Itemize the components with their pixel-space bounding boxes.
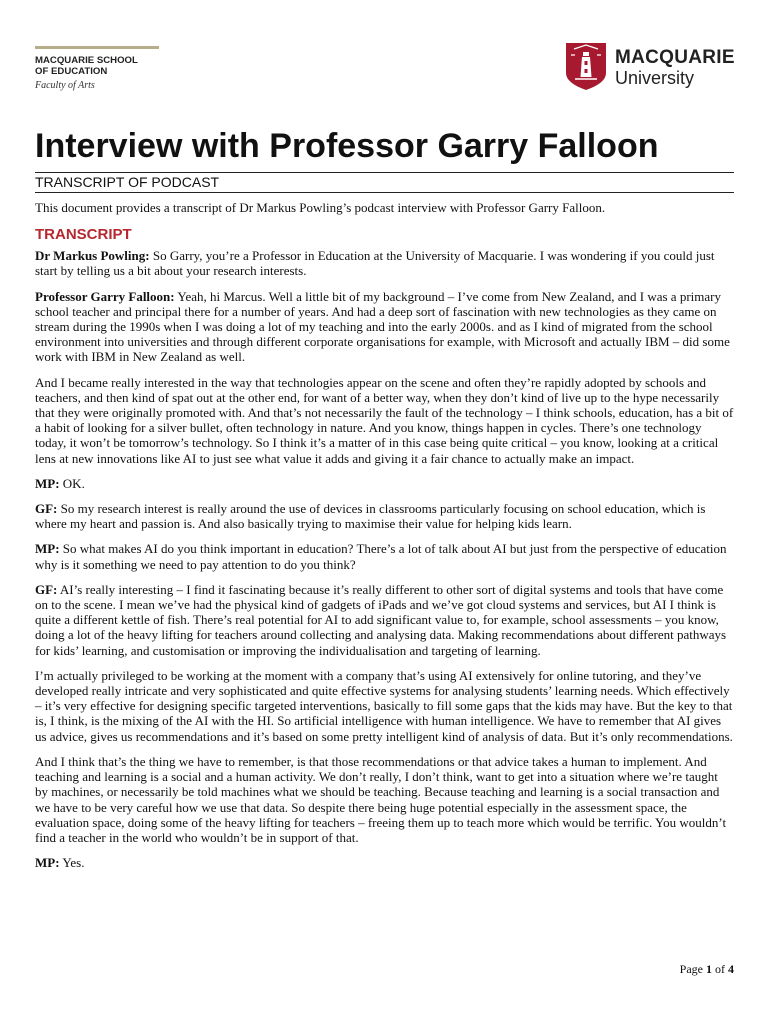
- university-logo: [566, 43, 736, 91]
- paragraph-text: AI’s really interesting – I find it fascinating because it’s really different to other sort of digital systems and tools that have come on to the scene. I mean we’ve had the physical kind of gadgets of iPads and we’ve got cloud systems and services, but AI I think is quite a different kettle of fish. There’s real potential for AI to add significant value to, for example, school assessments – you know, doing a lot of the heavy lifting for teachers around collecting and analysing data. Making recommendations about different pathways for kids’ learning, and customisation or improving the individualisation and targeting of learning.: [35, 581, 727, 658]
- logo-wordmark-line2: University: [615, 68, 695, 88]
- speaker-label: GF:: [35, 501, 58, 517]
- page-number-total: 4: [728, 962, 734, 976]
- lighthouse-shield-icon: [566, 43, 606, 90]
- document-body: [35, 200, 734, 880]
- logo-wordmark-line1: MACQUARIE: [615, 47, 735, 68]
- transcript-paragraph: [35, 248, 734, 278]
- transcript-paragraph: [35, 855, 734, 870]
- speaker-label: GF:: [35, 581, 58, 597]
- school-name: MACQUARIE SCHOOL OF EDUCATION: [35, 55, 138, 77]
- speaker-label: MP:: [35, 541, 60, 557]
- paragraph-text: I’m actually privileged to be working at the moment with a company that’s using AI extensively for online tutoring, and they’ve developed really intricate and very sophisticated and quite effective systems for analysing students’ learning needs. Which effectively – it’s very effective for designing specific targeted interventions, basically to fill some gaps that the kids may have. But the key to that is, I think, is the mixing of the AI with the HI. So artificial intelligence with human intelligence. We have to remember that AI gives us advice, gives us recommendations and it’s based on some pretty intelligent kind of analysis of data. But it’s only recommendations.: [35, 667, 733, 744]
- transcript-paragraph: [35, 582, 734, 658]
- page-number: [680, 962, 734, 977]
- document-title: Interview with Professor Garry Falloon: [35, 127, 659, 165]
- transcript-body: [35, 248, 734, 870]
- transcript-paragraph: [35, 476, 734, 491]
- paragraph-text: Yes.: [59, 855, 85, 871]
- page-number-prefix: Page: [679, 962, 706, 976]
- document-subtitle: TRANSCRIPT OF PODCAST: [35, 172, 734, 193]
- paragraph-text: OK.: [59, 475, 85, 491]
- paragraph-text: So my research interest is really around the use of devices in classrooms particularly focusing on school education, which is where my heart and passion is. And also basically trying to maximise their value for helping kids learn.: [35, 501, 706, 532]
- paragraph-text: And I think that’s the thing we have to remember, is that those recommendations or that advice takes a human to implement. And teaching and learning is a social and a human activity. We don’t really, I don’t think, want to get into a situation where we’re taught by machines, or necessarily be told machines what we should be teaching. Because teaching and learning is a social transaction and we have to be very careful how we use that data. So despite there being huge potential especially in the assessment space, the evaluation space, doing some of the heavy lifting for teachers – freeing them up to teach more which would be terrific. You wouldn’t find a teacher in the world who wouldn’t be in support of that.: [35, 753, 727, 845]
- speaker-label: MP:: [35, 855, 60, 871]
- transcript-paragraph: [35, 289, 734, 365]
- transcript-paragraph: [35, 501, 734, 531]
- paragraph-text: So Garry, you’re a Professor in Education at the University of Macquarie. I was wondering if you could just start by telling us a bit about your research interests.: [35, 248, 715, 279]
- speaker-label: Dr Markus Powling:: [35, 248, 150, 264]
- paragraph-text: And I became really interested in the way that technologies appear on the scene and often they’re rapidly adopted by schools and teachers, and then kind of spat out at the other end, for want of a better way, when they don’t kind of live up to the hype necessarily that they were originally promoted with. And that’s not necessarily the fault of the technology – I think schools, education, has a bit of a habit of looking for a silver bullet, often technology in nature. And you know, things happen in cycles. There’s one technology today, it won’t be tomorrow’s technology. So I think it’s a matter of in this case being quite critical – you know, looking at a critical lens at new innovations like AI to just see what value it adds and giving it a fair chance to actually make an impact.: [35, 374, 734, 466]
- page-number-middle: of: [712, 962, 728, 976]
- paragraph-text: So what makes AI do you think important in education? There’s a lot of talk about AI but just from the perspective of education why is it something we need to pay attention to do you think?: [35, 541, 727, 572]
- school-block: [35, 46, 159, 91]
- speaker-label: MP:: [35, 475, 60, 491]
- faculty-name: Faculty of Arts: [35, 80, 95, 91]
- transcript-paragraph: [35, 668, 734, 744]
- page-number-current: 1: [706, 962, 712, 976]
- paragraph-text: Yeah, hi Marcus. Well a little bit of my background – I’ve come from New Zealand, and I was a primary school teacher and principal there for a number of years. And had a deep sort of fascination with new technologies as they came on stream during the 1990s when I was doing a lot of my teaching and into the early 2000s. and as I kind of migrated from the school environment into universities and through different corporate organisations for example, with Microsoft and actually IBM – did some work with IBM in New Zealand as well.: [35, 288, 730, 365]
- transcript-paragraph: [35, 541, 734, 571]
- transcript-paragraph: [35, 375, 734, 466]
- intro-paragraph: This document provides a transcript of Dr Markus Powling’s podcast interview with Professor Garry Falloon.: [35, 200, 606, 215]
- speaker-label: Professor Garry Falloon:: [35, 288, 175, 304]
- section-heading-transcript: TRANSCRIPT: [35, 226, 132, 244]
- transcript-paragraph: [35, 754, 734, 845]
